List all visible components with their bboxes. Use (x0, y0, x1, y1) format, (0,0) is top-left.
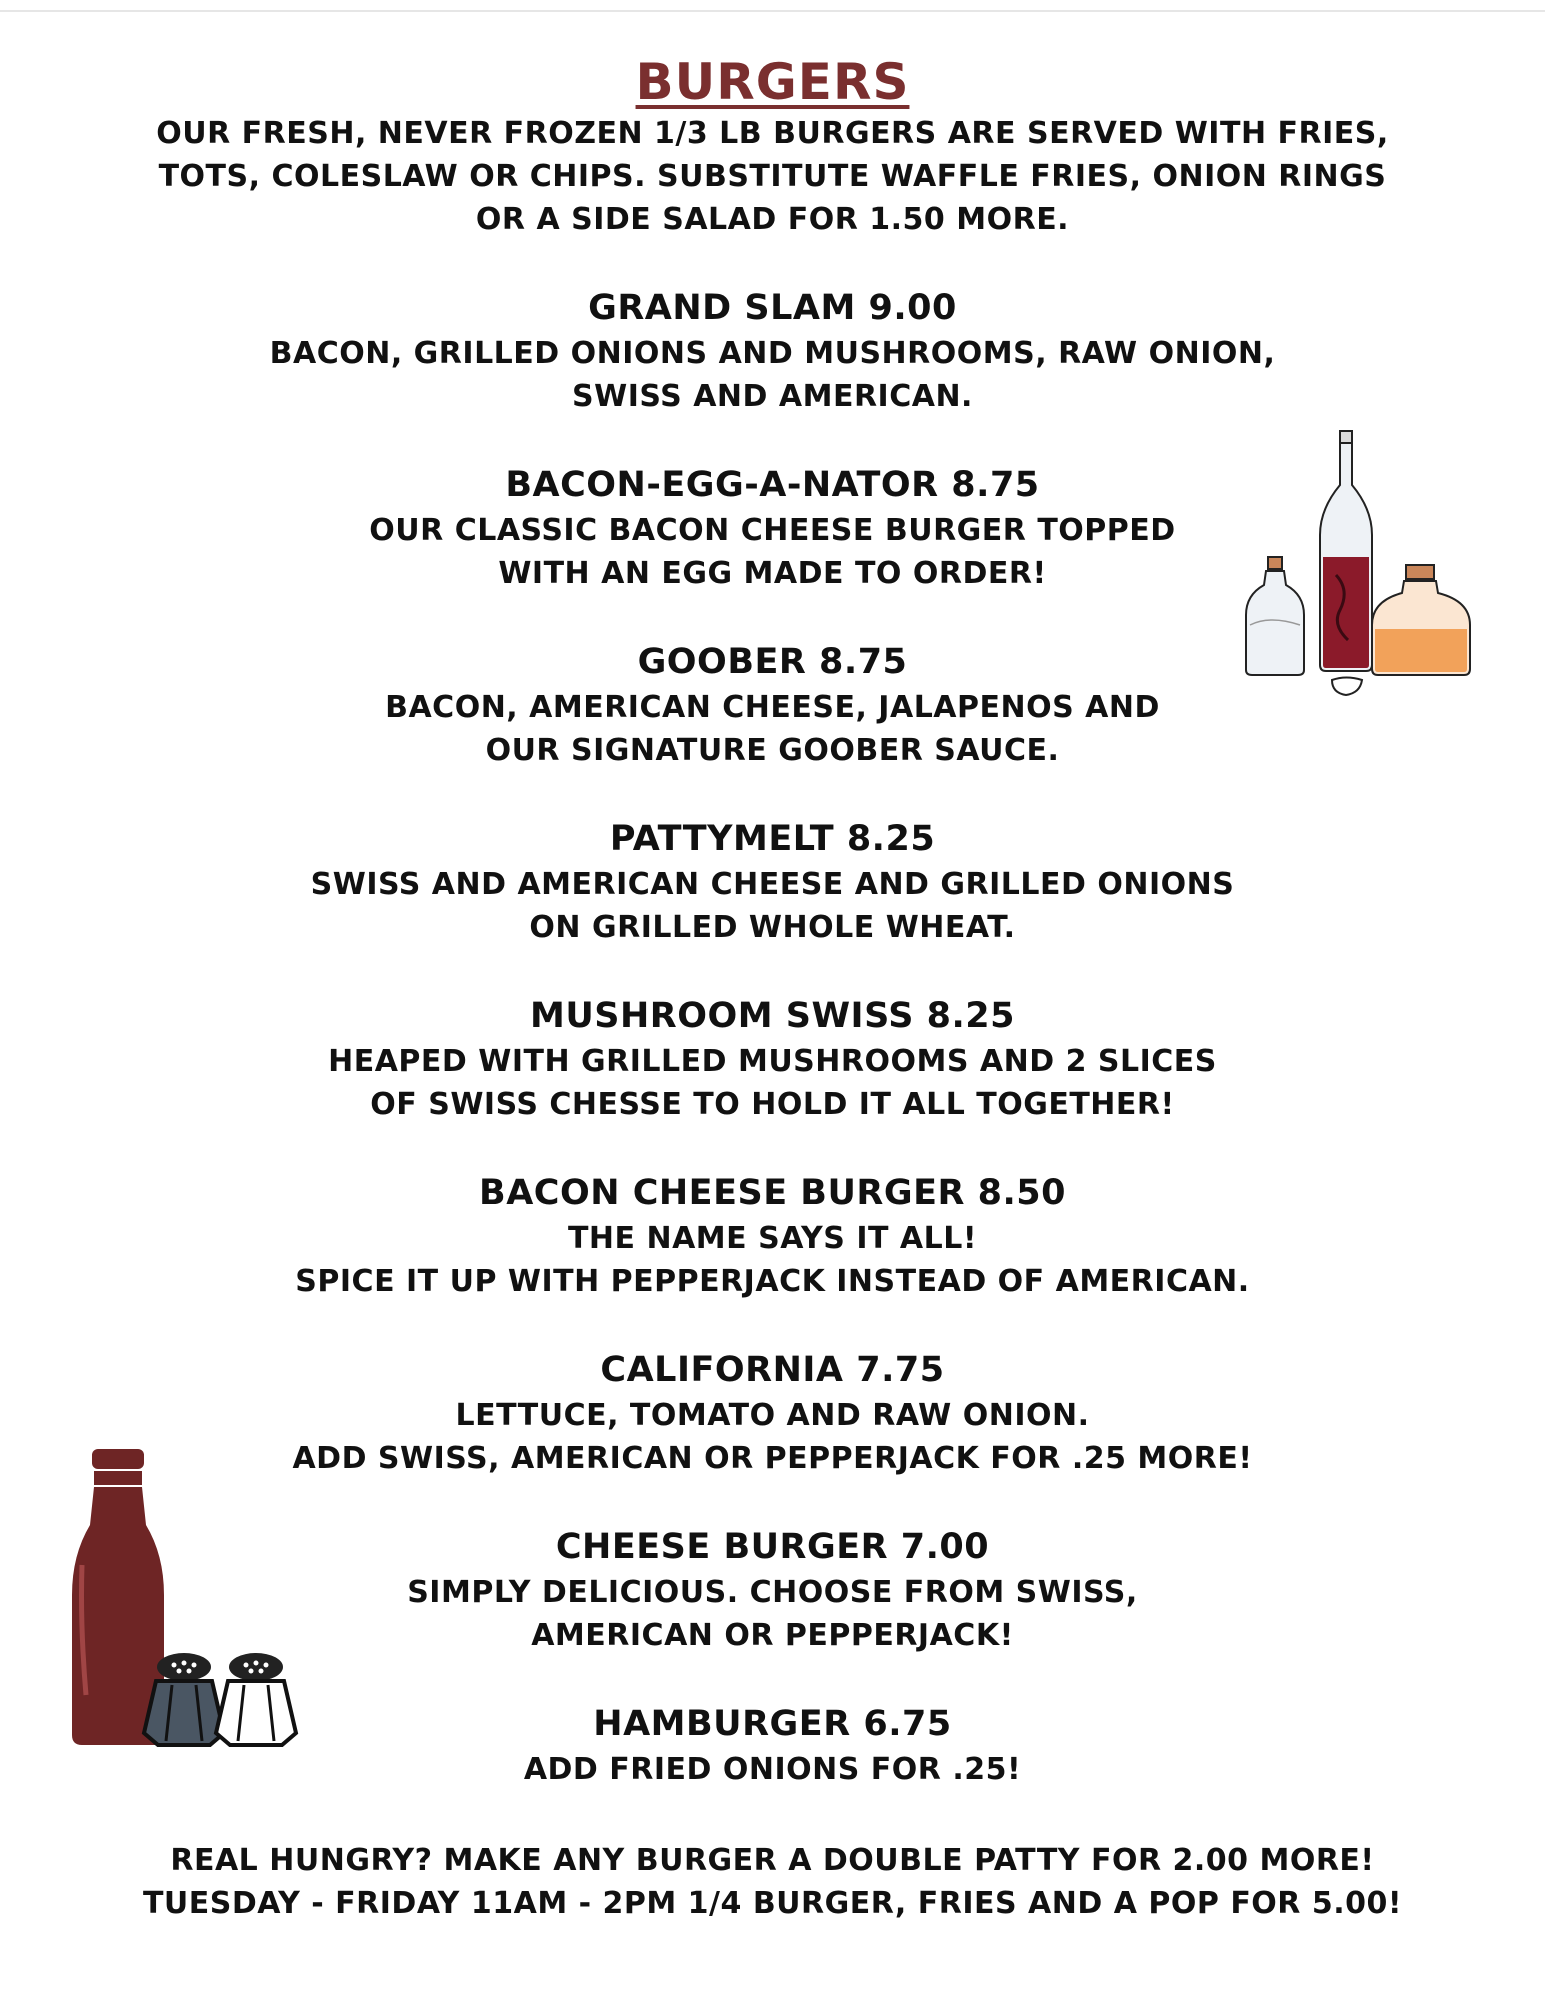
item-description: SIMPLY DELICIOUS. CHOOSE FROM SWISS, (407, 1575, 1138, 1610)
item-name: BACON CHEESE BURGER (479, 1173, 965, 1213)
item-description: OF SWISS CHESSE TO HOLD IT ALL TOGETHER! (370, 1087, 1175, 1122)
salt-shaker-icon (216, 1653, 296, 1745)
item-name: CALIFORNIA (600, 1350, 844, 1390)
item-heading (0, 992, 1545, 1040)
item-price: 6.75 (863, 1704, 952, 1744)
item-price: 9.00 (868, 288, 957, 328)
ketchup-salt-pepper-icon (60, 1445, 310, 1755)
item-price: 7.75 (856, 1350, 945, 1390)
item-description: LETTUCE, TOMATO AND RAW ONION. (455, 1398, 1090, 1433)
item-description: ON GRILLED WHOLE WHEAT. (529, 910, 1016, 945)
item-description: SPICE IT UP WITH PEPPERJACK INSTEAD OF AMERICAN. (295, 1264, 1250, 1299)
item-description: ADD SWISS, AMERICAN OR PEPPERJACK FOR .25 MORE! (292, 1441, 1253, 1476)
item-price: 8.25 (846, 819, 936, 859)
item-description: SWISS AND AMERICAN. (572, 379, 973, 414)
item-price: 8.75 (819, 642, 908, 682)
item-description: THE NAME SAYS IT ALL! (567, 1221, 978, 1256)
clear-bottle-icon (1246, 557, 1304, 675)
intro-text (0, 112, 1545, 241)
item-name: HAMBURGER (593, 1704, 851, 1744)
item-price: 8.50 (977, 1173, 1066, 1213)
footer-line: REAL HUNGRY? MAKE ANY BURGER A DOUBLE PATTY FOR 2.00 MORE! (170, 1843, 1375, 1878)
item-description: WITH AN EGG MADE TO ORDER! (498, 556, 1047, 591)
item-heading (0, 1169, 1545, 1217)
intro-line: TOTS, COLESLAW OR CHIPS. SUBSTITUTE WAFFLE FRIES, ONION RINGS (158, 159, 1387, 194)
item-heading (0, 1346, 1545, 1394)
intro-line: OR A SIDE SALAD FOR 1.50 MORE. (475, 202, 1070, 237)
item-description: ADD FRIED ONIONS FOR .25! (523, 1752, 1022, 1787)
menu-title: BURGERS (635, 53, 910, 111)
item-heading (0, 284, 1545, 332)
menu-item (0, 284, 1545, 418)
item-price: 8.25 (926, 996, 1015, 1036)
item-description: BACON, AMERICAN CHEESE, JALAPENOS AND (385, 690, 1160, 725)
menu-item (0, 1169, 1545, 1303)
item-description: AMERICAN OR PEPPERJACK! (531, 1618, 1014, 1653)
footer-line: TUESDAY - FRIDAY 11AM - 2PM 1/4 BURGER, FRIES AND A POP FOR 5.00! (142, 1886, 1403, 1921)
item-description: SWISS AND AMERICAN CHEESE AND GRILLED ONIONS (310, 867, 1235, 902)
oil-bottles-icon (1240, 425, 1480, 715)
item-description: OUR SIGNATURE GOOBER SAUCE. (485, 733, 1060, 768)
item-name: GOOBER (637, 642, 807, 682)
footer-notes (0, 1839, 1545, 1925)
item-description: BACON, GRILLED ONIONS AND MUSHROOMS, RAW ONION, (269, 336, 1276, 371)
item-name: CHEESE BURGER (555, 1527, 889, 1567)
item-name: MUSHROOM SWISS (530, 996, 914, 1036)
item-price: 8.75 (951, 465, 1040, 505)
item-name: PATTYMELT (609, 819, 835, 859)
vinegar-bottle-icon (1320, 431, 1372, 695)
menu-item (0, 815, 1545, 949)
item-description: HEAPED WITH GRILLED MUSHROOMS AND 2 SLICES (328, 1044, 1217, 1079)
item-name: BACON-EGG-A-NATOR (505, 465, 939, 505)
intro-line: OUR FRESH, NEVER FROZEN 1/3 LB BURGERS ARE SERVED WITH FRIES, (156, 116, 1389, 151)
amber-bottle-icon (1372, 565, 1470, 675)
item-description: OUR CLASSIC BACON CHEESE BURGER TOPPED (369, 513, 1176, 548)
item-name: GRAND SLAM (588, 288, 856, 328)
menu-item (0, 992, 1545, 1126)
item-heading (0, 815, 1545, 863)
scan-edge-line (0, 10, 1545, 12)
item-price: 7.00 (900, 1527, 990, 1567)
